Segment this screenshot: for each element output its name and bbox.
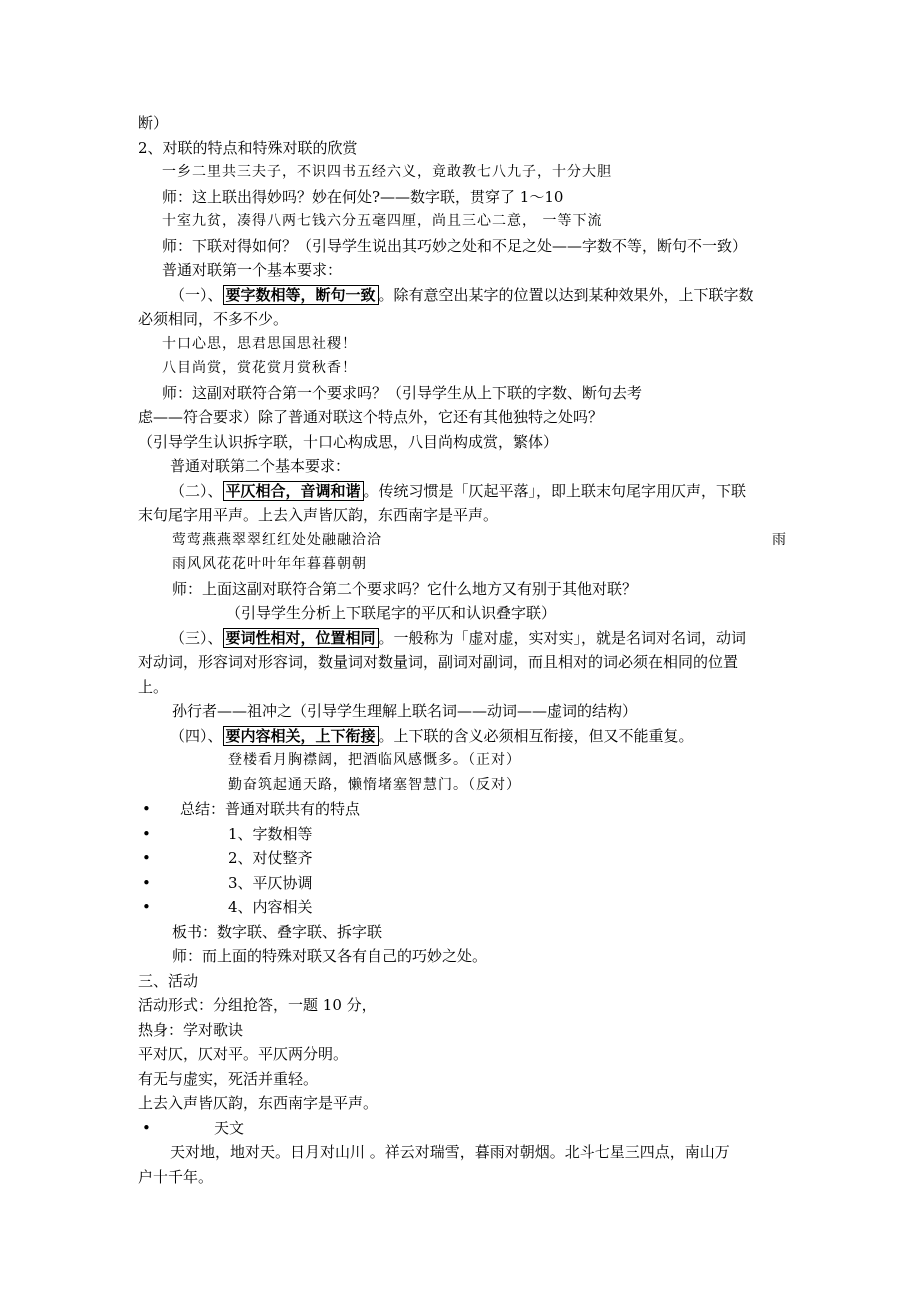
text-line: 平对仄，仄对平。平仄两分明。: [138, 1045, 349, 1063]
couplet-upper: 一乡二里共三夫子，不识四书五经六义，竟敢教七八九子，十分大胆: [162, 164, 612, 180]
couplet-char: 雨: [772, 532, 787, 548]
bullet-icon: •: [142, 825, 151, 843]
requirement-text: 。传统习惯是「仄起平落」，即上联末句尾字用仄声，下联: [363, 482, 747, 500]
text-line: 孙行者——祖冲之（引导学生理解上联名词——动词——虚词的结构）: [172, 702, 638, 720]
section-heading: 2、对联的特点和特殊对联的欣赏: [138, 139, 358, 157]
text-line: 师：这上联出得妙吗？妙在何处?——数字联，贯穿了 1～10: [162, 188, 564, 206]
text-line: 热身：学对歌诀: [138, 1021, 244, 1039]
requirement-number: （二）、: [170, 482, 223, 500]
text-line: 天对地，地对天。日月对山川 。祥云对瑞雪，暮雨对朝烟。北斗七星三四点，南山万: [170, 1143, 730, 1161]
bullet-icon: •: [142, 874, 151, 892]
text-line: 师：这副对联符合第一个要求吗？（引导学生从上下联的字数、断句去考: [162, 384, 643, 402]
text-line: 上去入声皆仄韵，东西南字是平声。: [138, 1094, 379, 1112]
requirement-text: 。上下联的含义必须相互衔接，但又不能重复。: [378, 727, 694, 745]
couplet-lower: 雨风风花花叶叶年年暮暮朝朝: [172, 556, 367, 572]
list-item: 3、平仄协调: [228, 874, 313, 892]
requirement-2: [170, 481, 746, 501]
bullet-icon: •: [142, 1119, 151, 1137]
text-line: 师：而上面的特殊对联又各有自己的巧妙之处。: [172, 947, 488, 965]
summary-heading: 总结：普通对联共有的特点: [180, 800, 361, 818]
text-line: 必须相同，不多不少。: [138, 310, 289, 328]
text-line: （引导学生认识拆字联，十口心构成思，八目尚构成赏，繁体）: [138, 433, 559, 451]
text-line: 虑——符合要求）除了普通对联这个特点外，它还有其他独特之处吗？: [138, 408, 604, 426]
couplet-example: 登楼看月胸襟阔，把酒临风感慨多。（正对）: [228, 752, 521, 768]
requirement-4: [170, 726, 694, 746]
text-line: 末句尾字用平声。上去入声皆仄韵，东西南字是平声。: [138, 506, 499, 524]
text-line: 上。: [138, 678, 169, 696]
requirement-keyword: 要字数相等，断句一致: [223, 285, 379, 305]
text-line: 有无与虚实，死活并重轻。: [138, 1070, 319, 1088]
section-heading: 三、活动: [138, 972, 199, 990]
couplet-upper: 十口心思，思君思国思社稷！: [162, 336, 357, 352]
text-line: 师：下联对得如何？（引导学生说出其巧妙之处和不足之处——字数不等，断句不一致）: [162, 237, 748, 255]
requirement-3: [170, 628, 746, 648]
requirement-number: （四）、: [170, 727, 223, 745]
requirement-text: 。一般称为「虚对虚，实对实」，就是名词对名词，动词: [378, 629, 747, 647]
subheading: 天文: [214, 1119, 245, 1137]
text-line: （引导学生分析上下联尾字的平仄和认识叠字联）: [226, 604, 557, 622]
list-item: 2、对仗整齐: [228, 849, 313, 867]
couplet-upper: 莺莺燕燕翠翠红红处处融融洽洽: [172, 532, 382, 548]
text-line: 普通对联第二个基本要求：: [170, 457, 351, 475]
requirement-keyword: 要内容相关，上下衔接: [223, 726, 379, 746]
text-line: 断）: [138, 114, 169, 132]
list-item: 4、内容相关: [228, 898, 313, 916]
requirement-keyword: 平仄相合，音调和谐: [223, 481, 364, 501]
bullet-icon: •: [142, 898, 151, 916]
requirement-keyword: 要词性相对，位置相同: [223, 628, 379, 648]
couplet-lower: 八目尚赏，赏花赏月赏秋香！: [162, 360, 357, 376]
couplet-example: 勤奋筑起通天路，懒惰堵塞智慧门。（反对）: [228, 777, 521, 793]
text-line: 普通对联第一个基本要求：: [162, 261, 343, 279]
text-line: 活动形式：分组抢答，一题 10 分，: [138, 996, 377, 1014]
text-line: 户十千年。: [138, 1168, 214, 1186]
couplet-lower: 十室九贫，凑得八两七钱六分五毫四厘，尚且三心二意， 一等下流: [162, 213, 603, 229]
bullet-icon: •: [142, 849, 151, 867]
requirement-text: 。除有意空出某字的位置以达到某种效果外，上下联字数: [378, 286, 754, 304]
text-line: 师：上面这副对联符合第二个要求吗？它什么地方又有别于其他对联？: [172, 580, 638, 598]
requirement-number: （一）、: [170, 286, 223, 304]
bullet-icon: •: [142, 800, 151, 818]
text-line: 对动词，形容词对形容词，数量词对数量词，副词对副词，而且相对的词必须在相同的位置: [138, 653, 739, 671]
list-item: 1、字数相等: [228, 825, 313, 843]
requirement-1: [170, 285, 754, 305]
requirement-number: （三）、: [170, 629, 223, 647]
text-line: 板书：数字联、叠字联、拆字联: [172, 923, 383, 941]
